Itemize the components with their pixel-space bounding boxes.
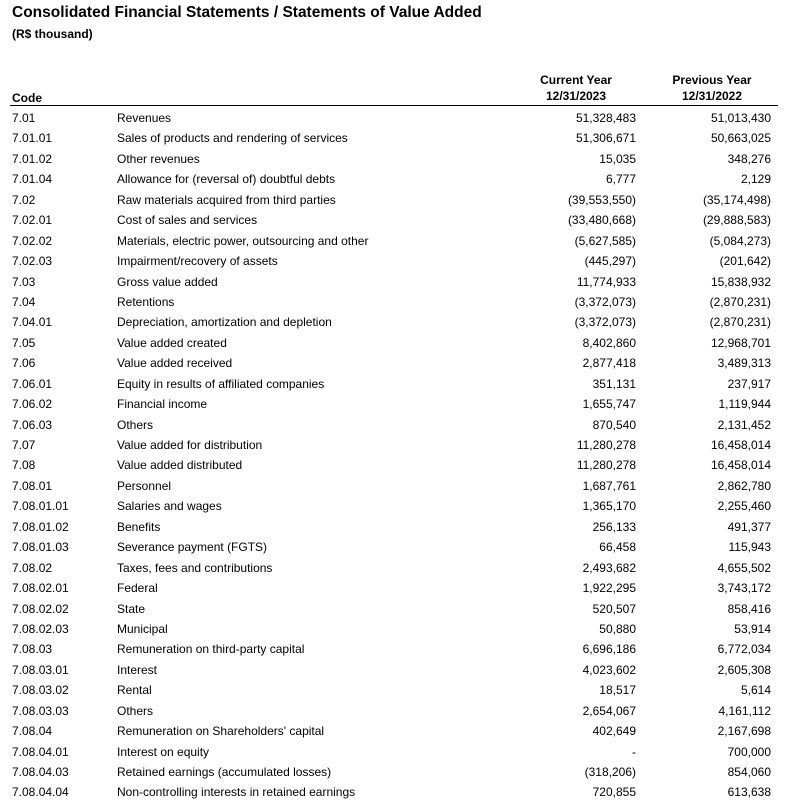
row-current-year-value: 51,306,671: [575, 131, 636, 146]
row-current-year-value: 520,507: [592, 601, 636, 616]
table-row: [0, 660, 785, 680]
row-previous-year-value: 4,161,112: [718, 703, 771, 718]
row-previous-year-value: 2,605,308: [717, 662, 771, 677]
row-code: 7.08.02.03: [12, 621, 69, 636]
row-description: Value added for distribution: [117, 438, 263, 452]
row-code: 7.08.03: [12, 642, 53, 657]
row-description: Municipal: [117, 621, 168, 636]
row-current-year-value: 8,402,860: [582, 335, 636, 350]
table-row: [0, 272, 785, 292]
table-row: [0, 353, 785, 373]
row-current-year-value: 11,280,278: [576, 458, 636, 473]
row-code: 7.08.04: [12, 724, 53, 739]
row-current-year-value: (3,372,073): [574, 315, 636, 330]
row-code: 7.04.01: [12, 315, 53, 330]
row-current-year-value: 1,655,747: [582, 397, 636, 412]
row-previous-year-value: 6,772,034: [717, 642, 771, 657]
row-code: 7.03: [12, 274, 36, 289]
table-row: [0, 190, 785, 210]
row-current-year-value: 1,365,170: [582, 499, 636, 514]
row-current-year-value: (39,553,550): [567, 192, 636, 207]
row-code: 7.01: [12, 111, 36, 125]
row-description: Other revenues: [117, 151, 200, 166]
row-previous-year-value: 2,131,452: [717, 417, 771, 432]
row-code: 7.08.02: [12, 560, 53, 575]
row-description: Non-controlling interests in retained earnings: [117, 785, 356, 800]
row-code: 7.08.01.03: [12, 540, 69, 555]
row-current-year-value: (33,480,668): [567, 213, 636, 228]
row-current-year-value: 2,493,682: [582, 560, 636, 575]
row-previous-year-value: 51,013,430: [710, 111, 771, 125]
row-previous-year-value: 4,655,502: [717, 560, 771, 575]
row-current-year-value: -: [632, 744, 636, 759]
row-previous-year-value: (2,870,231): [709, 294, 771, 309]
row-description: Taxes, fees and contributions: [117, 560, 273, 575]
table-row: [0, 496, 785, 516]
row-previous-year-value: 700,000: [727, 744, 771, 759]
table-row: [0, 701, 785, 721]
row-previous-year-value: 3,743,172: [717, 581, 771, 596]
row-code: 7.08.03.03: [12, 703, 69, 718]
row-previous-year-value: 12,968,701: [710, 335, 771, 350]
row-current-year-value: 402,649: [592, 724, 636, 739]
row-code: 7.08.04.04: [12, 785, 69, 800]
row-current-year-value: 2,654,067: [582, 703, 636, 718]
row-current-year-value: (318,206): [584, 765, 636, 779]
table-row: [0, 292, 785, 312]
row-code: 7.08.03.01: [12, 662, 69, 677]
row-description: Severance payment (FGTS): [117, 540, 268, 555]
table-row: [0, 721, 785, 741]
row-previous-year-value: 613,638: [727, 785, 771, 800]
row-previous-year-value: 2,255,460: [717, 499, 771, 514]
table-row: [0, 742, 785, 762]
row-code: 7.01.04: [12, 172, 53, 187]
table-row: [0, 578, 785, 598]
row-description: Benefits: [117, 519, 161, 534]
table-row: [0, 333, 785, 353]
row-previous-year-value: (201,642): [719, 254, 771, 269]
row-current-year-value: (5,627,585): [574, 233, 636, 248]
row-current-year-value: 870,540: [592, 417, 636, 432]
row-current-year-value: 51,328,483: [575, 111, 636, 125]
row-code: 7.02.02: [12, 233, 53, 248]
table-row: [0, 782, 785, 802]
row-code: 7.08.01.02: [12, 519, 69, 534]
row-current-year-value: 6,777: [605, 172, 636, 187]
row-description: Equity in results of affiliated companies: [117, 376, 325, 391]
row-description: Depreciation, amortization and depletion: [117, 315, 332, 330]
row-previous-year-value: 1,119,944: [718, 397, 771, 412]
row-previous-year-value: 2,129: [740, 172, 771, 187]
row-previous-year-value: 854,060: [727, 765, 771, 779]
row-description: Cost of sales and services: [117, 213, 258, 228]
row-code: 7.06.01: [12, 376, 53, 391]
row-code: 7.07: [12, 438, 36, 452]
row-description: Raw materials acquired from third parties: [117, 192, 336, 207]
row-description: Impairment/recovery of assets: [117, 254, 278, 269]
row-description: Remuneration on third-party capital: [117, 642, 305, 657]
row-previous-year-value: 16,458,014: [710, 458, 771, 473]
row-code: 7.06: [12, 356, 36, 371]
row-code: 7.02.01: [12, 213, 53, 228]
table-row: [0, 251, 785, 271]
row-previous-year-value: 491,377: [727, 519, 771, 534]
row-previous-year-value: 237,917: [727, 376, 771, 391]
row-description: State: [117, 601, 146, 616]
row-current-year-value: 256,133: [592, 519, 636, 534]
table-row: [0, 517, 785, 537]
row-code: 7.04: [12, 294, 36, 309]
table-row: [0, 374, 785, 394]
row-code: 7.05: [12, 335, 36, 350]
row-code: 7.08.01: [12, 478, 53, 493]
table-row: [0, 128, 785, 148]
table-row: [0, 149, 785, 169]
row-previous-year-value: 50,663,025: [710, 131, 771, 146]
statement-table-body: [0, 108, 785, 803]
header-divider: [10, 105, 778, 106]
row-description: Value added created: [117, 335, 227, 350]
row-code: 7.08.01.01: [12, 499, 69, 514]
row-current-year-value: (3,372,073): [574, 294, 636, 309]
row-description: Federal: [117, 581, 158, 596]
table-row: [0, 394, 785, 414]
table-row: [0, 435, 785, 455]
row-code: 7.08.02.02: [12, 601, 69, 616]
table-row: [0, 558, 785, 578]
row-current-year-value: 50,880: [599, 621, 636, 636]
row-description: Value added received: [117, 356, 233, 371]
table-row: [0, 599, 785, 619]
column-header-previous-date: 12/31/2022: [681, 89, 743, 103]
row-previous-year-value: 3,489,313: [717, 356, 771, 371]
row-current-year-value: 351,131: [592, 376, 636, 391]
row-current-year-value: 720,855: [592, 785, 636, 800]
table-row: [0, 455, 785, 475]
row-description: Personnel: [117, 478, 172, 493]
table-row: [0, 680, 785, 700]
row-code: 7.01.02: [12, 151, 53, 166]
row-description: Interest: [117, 662, 158, 677]
row-description: Others: [117, 703, 154, 718]
table-row: [0, 639, 785, 659]
row-description: Salaries and wages: [117, 499, 222, 514]
table-row: [0, 169, 785, 189]
table-row: [0, 210, 785, 230]
row-description: Sales of products and rendering of services: [117, 131, 348, 146]
row-description: Remuneration on Shareholders' capital: [117, 724, 325, 739]
row-description: Retained earnings (accumulated losses): [117, 765, 332, 779]
row-code: 7.08.04.01: [12, 744, 69, 759]
column-header-current-year: Current Year: [540, 73, 612, 87]
row-current-year-value: (445,297): [584, 254, 636, 269]
table-row: [0, 108, 785, 128]
row-previous-year-value: 2,862,780: [717, 478, 771, 493]
row-code: 7.08.04.03: [12, 765, 69, 779]
row-previous-year-value: 15,838,932: [710, 274, 771, 289]
column-header-code: Code: [12, 91, 42, 105]
row-current-year-value: 2,877,418: [582, 356, 636, 371]
row-code: 7.02: [12, 192, 36, 207]
row-description: Value added distributed: [117, 458, 243, 473]
row-current-year-value: 4,023,602: [582, 662, 636, 677]
row-description: Gross value added: [117, 274, 218, 289]
row-previous-year-value: 53,914: [734, 621, 771, 636]
row-code: 7.06.02: [12, 397, 53, 412]
row-code: 7.02.03: [12, 254, 53, 269]
page-title: Consolidated Financial Statements / Statements of Value Added: [12, 4, 482, 21]
table-row: [0, 476, 785, 496]
table-row: [0, 231, 785, 251]
row-previous-year-value: 5,614: [740, 683, 771, 698]
row-previous-year-value: 115,943: [728, 540, 771, 555]
row-code: 7.08: [12, 458, 36, 473]
row-previous-year-value: (35,174,498): [702, 192, 771, 207]
row-previous-year-value: (29,888,583): [702, 213, 771, 228]
row-current-year-value: 15,035: [599, 151, 636, 166]
row-description: Retentions: [117, 294, 175, 309]
row-current-year-value: 11,280,278: [576, 438, 636, 452]
row-description: Financial income: [117, 397, 208, 412]
row-description: Revenues: [117, 111, 172, 125]
row-description: Allowance for (reversal of) doubtful debts: [117, 172, 336, 187]
row-description: Rental: [117, 683, 152, 698]
table-row: [0, 537, 785, 557]
row-previous-year-value: 16,458,014: [710, 438, 771, 452]
row-current-year-value: 6,696,186: [582, 642, 636, 657]
row-current-year-value: 18,517: [599, 683, 636, 698]
row-previous-year-value: 348,276: [727, 151, 771, 166]
row-previous-year-value: (2,870,231): [709, 315, 771, 330]
table-row: [0, 415, 785, 435]
column-header-previous-year: Previous Year: [672, 73, 752, 87]
row-description: Interest on equity: [117, 744, 210, 759]
row-previous-year-value: 858,416: [727, 601, 771, 616]
row-code: 7.01.01: [12, 131, 53, 146]
row-current-year-value: 11,774,933: [576, 274, 636, 289]
row-previous-year-value: (5,084,273): [709, 233, 771, 248]
row-current-year-value: 1,687,761: [582, 478, 636, 493]
row-description: Materials, electric power, outsourcing and other: [117, 233, 369, 248]
row-previous-year-value: 2,167,698: [717, 724, 771, 739]
row-current-year-value: 1,922,295: [582, 581, 636, 596]
unit-label: (R$ thousand): [12, 27, 93, 41]
table-row: [0, 762, 785, 782]
row-code: 7.08.02.01: [12, 581, 69, 596]
row-code: 7.08.03.02: [12, 683, 69, 698]
row-current-year-value: 66,458: [599, 540, 636, 555]
row-code: 7.06.03: [12, 417, 53, 432]
table-row: [0, 619, 785, 639]
row-description: Others: [117, 417, 154, 432]
column-header-current-date: 12/31/2023: [545, 89, 607, 103]
table-row: [0, 312, 785, 332]
